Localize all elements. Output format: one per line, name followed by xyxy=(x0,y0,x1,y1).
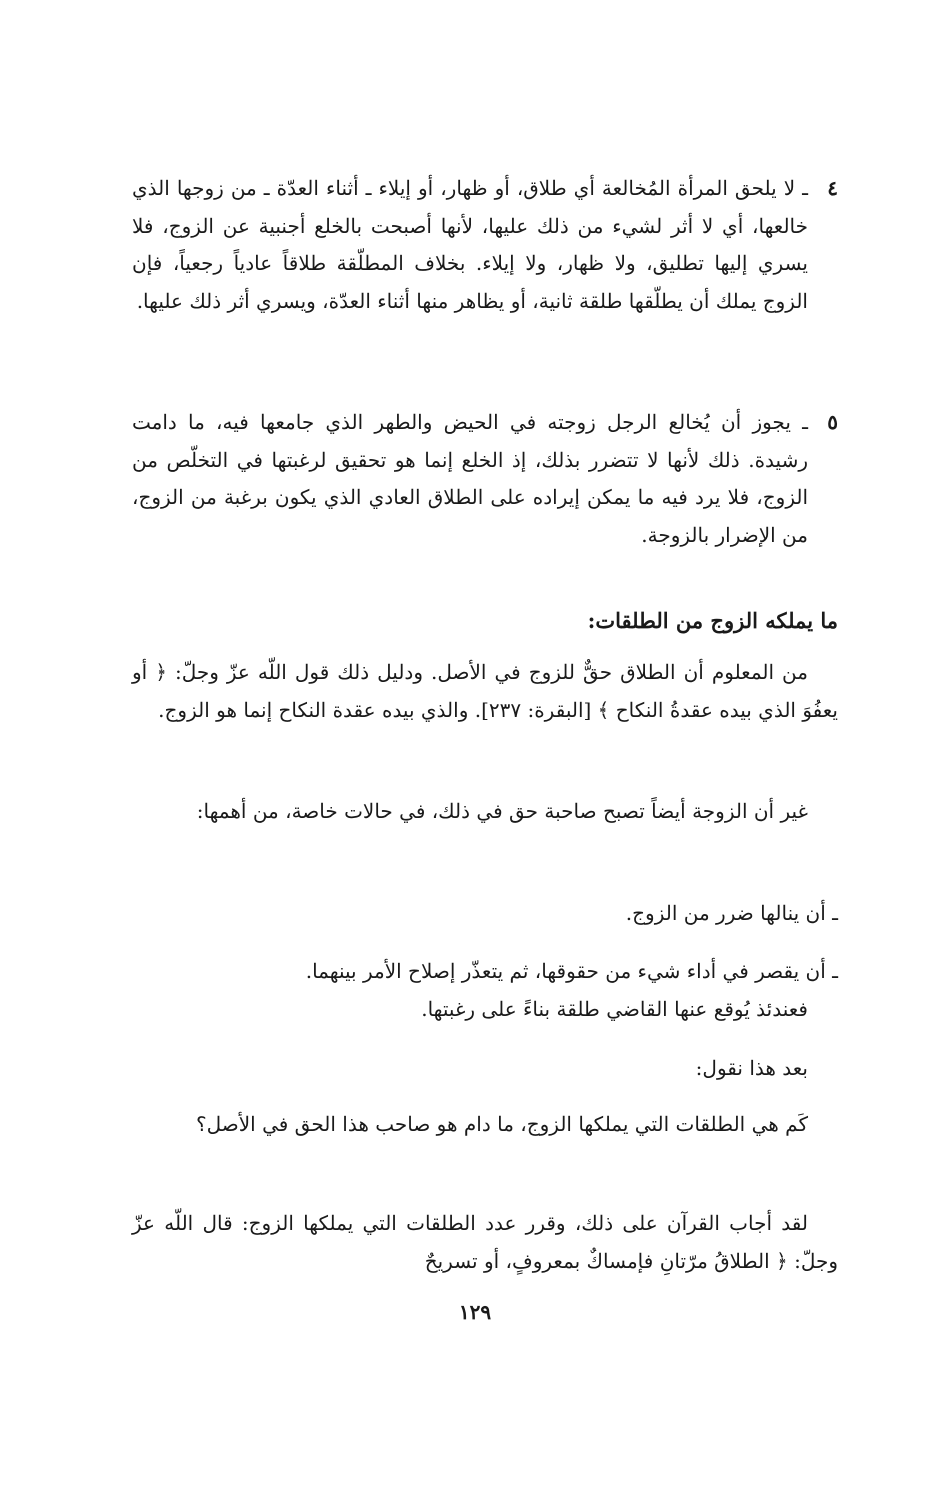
paragraph: كَم هي الطلقات التي يملكها الزوج، ما دام هو صاحب هذا الحق في الأصل؟ xyxy=(196,1112,808,1136)
item-text: ـ لا يلحق المرأة المُخالعة أي طلاق، أو ظهار، أو إيلاء ـ أثناء العدّة ـ من زوجها الذي خالعها، أي لا أثر لشيء من ذلك عليها، لأنها أصبحت بالخلع أجنبية عن الزوج، فلا يسري إليها تطليق، ولا ظهار، ولا إيلاء. بخلاف المطلّقة طلاقاً عادياً رجعياً، فإن الزوج يملك أن يطلّقها طلقة ثانية، أو يظاهر منها أثناء العدّة، ويسري أثر ذلك عليها. xyxy=(132,176,808,313)
paragraph: لقد أجاب القرآن على ذلك، وقرر عدد الطلقات التي يملكها الزوج: قال اللّه عزّ وجلّ: ﴿ الطلاقُ مرّتانِ فإمساكٌ بمعروفٍ، أو تسريحٌ xyxy=(132,1211,838,1273)
item-number: ٤ xyxy=(827,176,838,200)
page-number: ١٢٩ xyxy=(458,1300,492,1324)
list-item-4 xyxy=(132,170,838,320)
list-item-5 xyxy=(132,404,838,554)
paragraph: من المعلوم أن الطلاق حقٌّ للزوج في الأصل. ودليل ذلك قول اللّه عزّ وجلّ: ﴿ أو يعفُوَ الذي بيده عقدةُ النكاح ﴾ [البقرة: ٢٣٧]. والذي بيده عقدة النكاح إنما هو الزوج. xyxy=(132,660,838,722)
dash-item-continuation: فعندئذ يُوقع عنها القاضي طلقة بناءً على رغبتها. xyxy=(421,997,808,1021)
item-text: ـ يجوز أن يُخالع الرجل زوجته في الحيض والطهر الذي جامعها فيه، ما دامت رشيدة. ذلك لأنها لا تتضرر بذلك، إذ الخلع إنما هو تحقيق لرغبتها في التخلّص من الزوج، فلا يرد فيه ما يمكن إيراده على الطلاق العادي الذي يكون برغبة من الزوج، من الإضرار بالزوجة. xyxy=(132,410,808,547)
dash-item: ـ أن ينالها ضرر من الزوج. xyxy=(625,901,838,925)
paragraph: غير أن الزوجة أيضاً تصبح صاحبة حق في ذلك، في حالات خاصة، من أهمها: xyxy=(196,799,808,823)
dash-item: ـ أن يقصر في أداء شيء من حقوقها، ثم يتعذّر إصلاح الأمر بينهما. xyxy=(305,959,838,983)
paragraph: بعد هذا نقول: xyxy=(695,1056,808,1080)
section-heading: ما يملكه الزوج من الطلقات: xyxy=(587,608,838,633)
item-number: ٥ xyxy=(827,410,838,434)
